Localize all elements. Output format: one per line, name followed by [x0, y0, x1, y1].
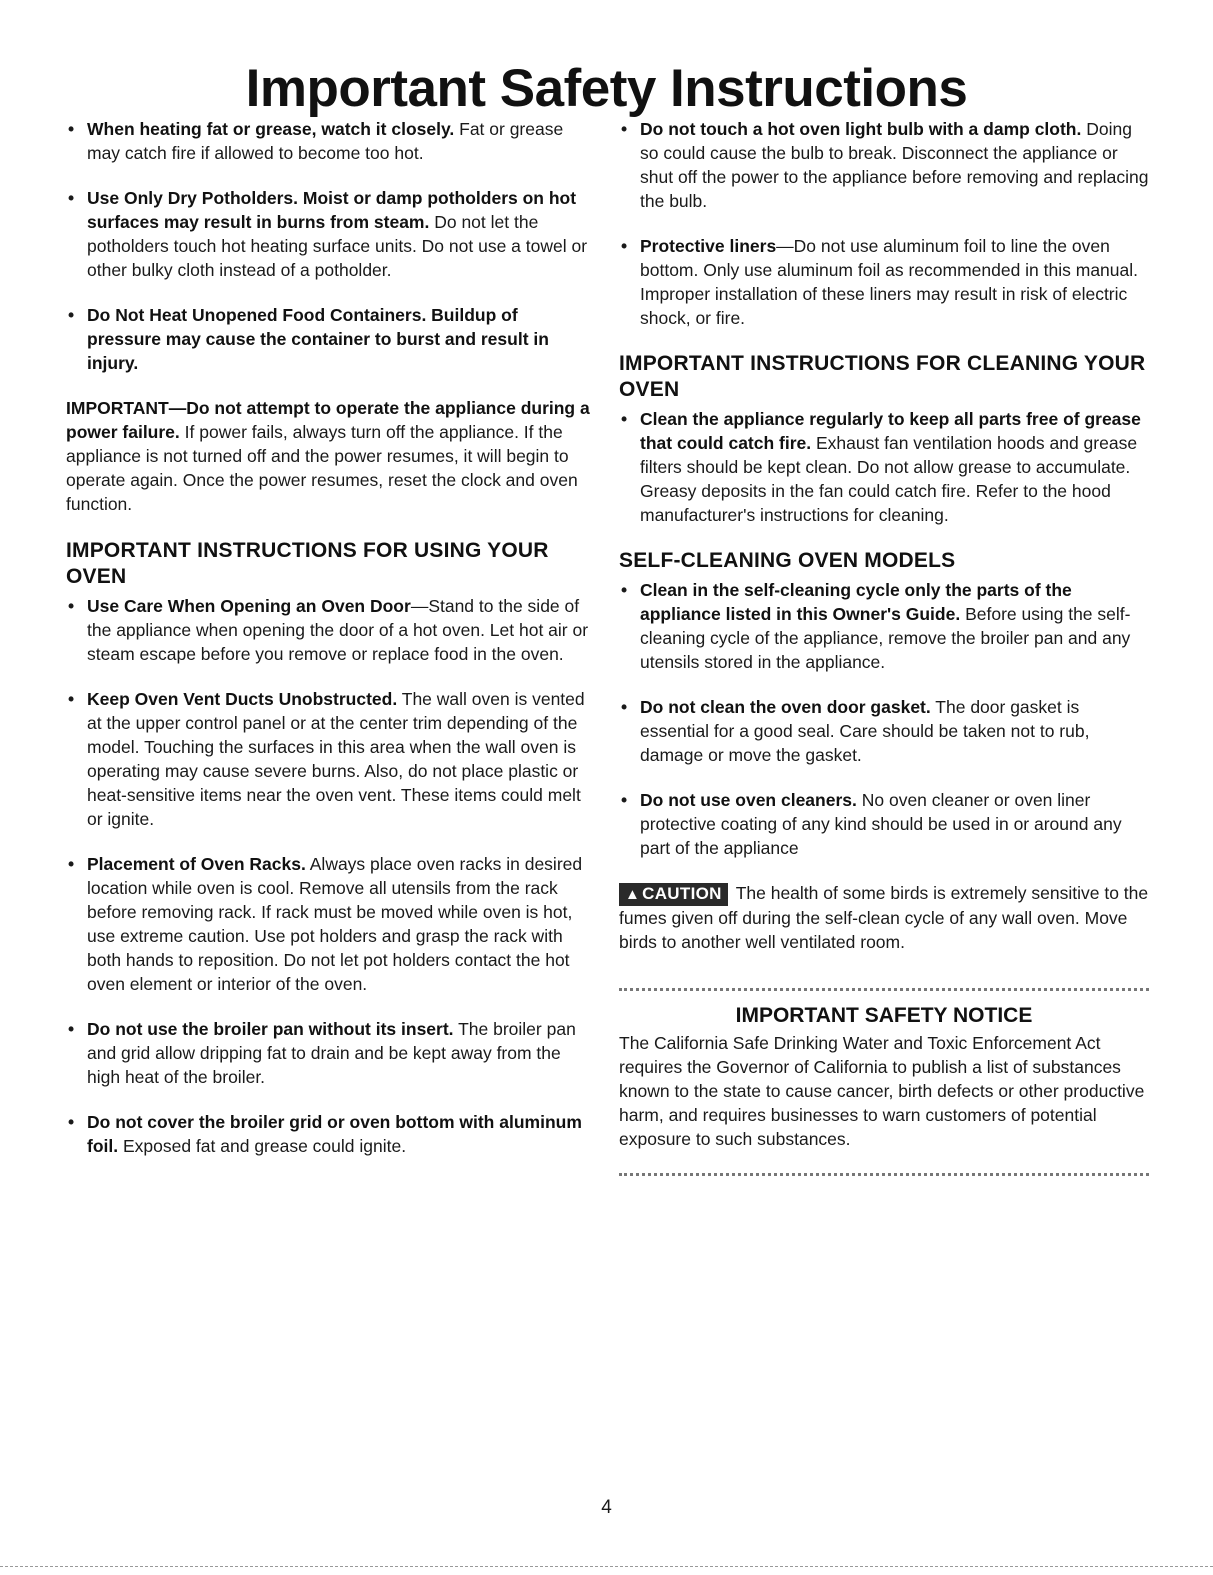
bullet-icon: •: [621, 119, 628, 139]
bullet-door-gasket: [619, 695, 1149, 767]
bullet-lead: Clean in the self-cleaning cycle only the parts of the appliance listed in this Owner's Guide.: [640, 580, 1072, 624]
section-heading-using-oven: IMPORTANT INSTRUCTIONS FOR USING YOUR OVEN: [66, 539, 549, 588]
bullet-icon: •: [621, 236, 628, 256]
bullet-text: —Stand to the side of the appliance when opening the door of a hot oven. Let hot air or steam escape before you remove or replace food in the oven.: [87, 596, 589, 664]
bullet-opening-door: [66, 594, 596, 666]
notice-bottom-divider: [619, 1173, 1149, 1176]
paragraph-lead: IMPORTANT—Do not attempt to operate the appliance during a power failure.: [66, 398, 590, 442]
bullet-fat-grease: [66, 117, 596, 165]
bullet-clean-regularly: [619, 407, 1149, 527]
bullet-lead: Clean the appliance regularly to keep all parts free of grease that could catch fire.: [640, 409, 1141, 453]
bullet-lead: Do not use oven cleaners.: [640, 790, 857, 810]
bullet-text: —Do not use aluminum foil to line the oven bottom. Only use aluminum foil as recommended in this manual. Improper installation of these liners may result in risk of electric shock, or fire.: [640, 236, 1139, 328]
section-heading-cleaning-oven: IMPORTANT INSTRUCTIONS FOR CLEANING YOUR OVEN: [619, 352, 1146, 401]
bullet-icon: •: [621, 790, 628, 810]
bullet-text: No oven cleaner or oven liner protective coating of any kind should be used in or around any part of the appliance: [640, 790, 1122, 858]
bullet-icon: •: [68, 188, 75, 208]
bullet-text: Fat or grease may catch fire if allowed to become too hot.: [87, 119, 564, 163]
caution-text: The health of some birds is extremely sensitive to the fumes given off during the self-clean cycle of any wall oven. Move birds to another well ventilated room.: [619, 883, 1149, 952]
caution-badge: [619, 883, 728, 906]
bullet-vent-ducts: [66, 687, 596, 831]
bullet-lead: When heating fat or grease, watch it closely.: [87, 119, 455, 139]
bullet-lead: Do not clean the oven door gasket.: [640, 697, 931, 717]
bullet-lead: Use Only Dry Potholders. Moist or damp potholders on hot surfaces may result in burns from steam.: [87, 188, 577, 232]
notice-top-divider: [619, 988, 1149, 991]
bullet-lead: Do not touch a hot oven light bulb with a damp cloth.: [640, 119, 1082, 139]
bullet-lead: Do not use the broiler pan without its insert.: [87, 1019, 454, 1039]
caution-badge-label: CAUTION: [642, 884, 722, 903]
bullet-icon: •: [68, 1019, 75, 1039]
bullet-icon: •: [68, 596, 75, 616]
section-heading-self-cleaning: SELF-CLEANING OVEN MODELS: [619, 549, 956, 572]
bullet-text: Do not let the potholders touch hot heating surface units. Do not use a towel or other bulky cloth instead of a potholder.: [87, 212, 588, 280]
bullet-icon: •: [68, 119, 75, 139]
notice-title: IMPORTANT SAFETY NOTICE: [735, 1004, 1033, 1027]
power-failure-paragraph: [66, 396, 596, 516]
bullet-icon: •: [621, 580, 628, 600]
bullet-lead: Protective liners: [640, 236, 777, 256]
bullet-icon: •: [621, 697, 628, 717]
bullet-lead: Placement of Oven Racks.: [87, 854, 306, 874]
bullet-lead: Keep Oven Vent Ducts Unobstructed.: [87, 689, 398, 709]
bullet-lead: Do not cover the broiler grid or oven bottom with aluminum foil.: [87, 1112, 582, 1156]
bullet-text: Always place oven racks in desired location while oven is cool. Remove all utensils from the rack before removing rack. If rack must be moved while oven is hot, use extreme caution. Use pot holders and grasp the rack with both hands to reposition. Do not let pot holders contact the hot oven element or interior of the oven.: [87, 854, 583, 994]
bullet-icon: •: [68, 305, 75, 325]
caution-paragraph: [619, 881, 1149, 954]
right-column: [619, 117, 1149, 1188]
bullet-icon: •: [68, 854, 75, 874]
warning-triangle-icon: ▲: [625, 886, 641, 903]
paragraph-text: If power fails, always turn off the appliance. If the appliance is not turned off and the power resumes, it will begin to operate again. Once the power resumes, reset the clock and oven function.: [66, 422, 578, 514]
bullet-broiler-insert: [66, 1017, 596, 1089]
bullet-oven-racks: [66, 852, 596, 996]
bullet-dry-potholders: [66, 186, 596, 282]
footer-divider: [0, 1566, 1213, 1567]
bullet-light-bulb: [619, 117, 1149, 213]
page-number: 4: [601, 1497, 612, 1518]
bullet-text: Exhaust fan ventilation hoods and grease filters should be kept clean. Do not allow grease to accumulate. Greasy deposits in the fan could catch fire. Refer to the hood manufacturer's instructions for cleaning.: [640, 433, 1138, 525]
bullet-text: Doing so could cause the bulb to break. Disconnect the appliance or shut off the power to the appliance before removing and replacing the bulb.: [640, 119, 1149, 211]
bullet-oven-cleaners: [619, 788, 1149, 860]
bullet-lead: Do Not Heat Unopened Food Containers. Buildup of pressure may cause the container to burst and result in injury.: [87, 305, 549, 373]
bullet-text: The wall oven is vented at the upper control panel or at the center trim depending of the model. Touching the surfaces in this area when the wall oven is operating may cause severe burns. Also, do not place plastic or heat-sensitive items near the oven vent. These items could melt or ignite.: [87, 689, 585, 829]
bullet-text: Exposed fat and grease could ignite.: [118, 1136, 407, 1156]
bullet-icon: •: [68, 689, 75, 709]
bullet-text: The broiler pan and grid allow dripping fat to drain and be kept away from the high heat of the broiler.: [87, 1019, 576, 1087]
page-title: Important Safety Instructions: [245, 59, 968, 118]
bullet-protective-liners: [619, 234, 1149, 330]
bullet-text: Before using the self-cleaning cycle of the appliance, remove the broiler pan and any utensils stored in the appliance.: [640, 604, 1131, 672]
bullet-icon: •: [68, 1112, 75, 1132]
bullet-lead: Use Care When Opening an Oven Door: [87, 596, 411, 616]
bullet-aluminum-foil: [66, 1110, 596, 1158]
bullet-text: The door gasket is essential for a good seal. Care should be taken not to rub, damage or move the gasket.: [640, 697, 1090, 765]
left-column: [66, 117, 596, 1179]
bullet-self-cleaning-parts: [619, 578, 1149, 674]
notice-text: The California Safe Drinking Water and Toxic Enforcement Act requires the Governor of California to publish a list of substances known to the state to cause cancer, birth defects or other productive harm, and requires businesses to warn customers of potential exposure to such substances.: [619, 1033, 1145, 1149]
bullet-icon: •: [621, 409, 628, 429]
bullet-unopened-containers: [66, 303, 596, 375]
